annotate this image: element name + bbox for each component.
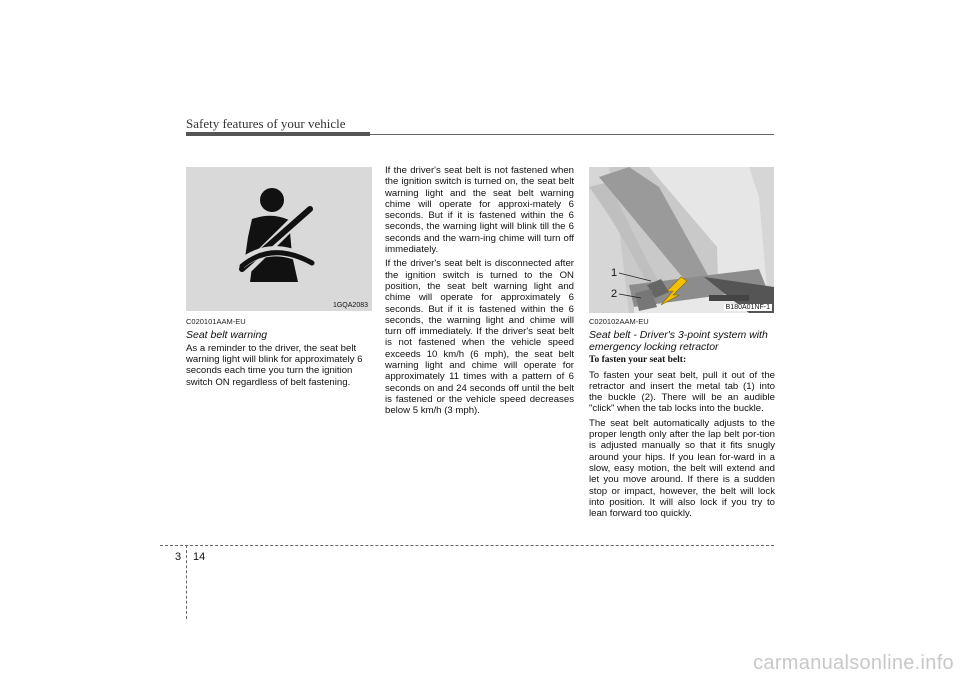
section-title: Seat belt warning (186, 329, 268, 342)
body-paragraph-2: If the driver's seat belt is disconnected after the ignition switch is turned to the ON position, the seat belt warning light and chime will operate for approximately 6 seconds. But if it is fastened within the 6 seconds, the warning light and chime will turn off immediately. If the driver's seat belt is not fastened when the vehicle speed exceeds 10 km/h (6 mph), the seat belt warning light and chime will operate for approximately 11 times with a pattern of 6 seconds on and 24 seconds off until the belt is fastened or the vehicle speed decreases below 5 km/h (3 mph). (385, 258, 574, 417)
middle-text-column (385, 165, 574, 420)
fasten-seat-belt-figure (589, 167, 774, 313)
watermark-text: carmanualsonline.info (753, 652, 954, 674)
right-text-column (589, 316, 775, 522)
chapter-number: 3 (175, 551, 182, 563)
page-header-title: Safety features of your vehicle (186, 116, 346, 131)
seat-belt-person-icon (186, 167, 372, 311)
footer-vertical-rule (186, 545, 187, 619)
header-rule-thin (370, 134, 774, 135)
callout-number-1: 1 (611, 267, 618, 279)
left-text-column (186, 316, 372, 391)
header-rule-thick (186, 132, 370, 136)
section-title: Seat belt - Driver's 3-point system with emergency locking retractor (589, 329, 768, 353)
callout-number-2: 2 (611, 288, 618, 300)
body-paragraph: As a reminder to the driver, the seat belt warning light will blink for approximately 6 seconds each time you turn the ignition switch ON regardless of belt fastening. (186, 342, 363, 388)
body-paragraph-1: To fasten your seat belt, pull it out of the retractor and insert the metal tab (1) into the buckle (2). There will be an audible "click" when the tab locks into the buckle. (589, 369, 775, 415)
section-code: C020101AAM-EU (186, 317, 246, 326)
section-code: C020102AAM-EU (589, 317, 649, 326)
body-paragraph-1: If the driver's seat belt is not fastened when the ignition switch is turned on, the seat belt warning light and the seat belt warning chime will operate for approxi-mately 6 seconds. But if it is fastened within the 6 seconds, the warning light will blink till the 6 seconds and the warn-ing chime will turn off immediately. (385, 165, 574, 256)
footer-dashed-rule (160, 545, 774, 546)
seat-belt-warning-figure (186, 167, 372, 311)
page-number: 14 (193, 551, 206, 563)
figure-code-label: B180A01NF-1 (725, 304, 770, 311)
body-paragraph-2: The seat belt automatically adjusts to the proper length only after the lap belt por-tion is adjusted manually so that it fits snugly around your hips. If you lean for-ward in a slow, easy motion, the belt will extend and let you move around. If there is a sudden stop or impact, however, the belt will lock into position. It will also lock if you try to lean forward too quickly. (589, 417, 775, 520)
subheading: To fasten your seat belt: (589, 355, 687, 366)
figure-code-label: 1GQA2083 (332, 302, 368, 309)
